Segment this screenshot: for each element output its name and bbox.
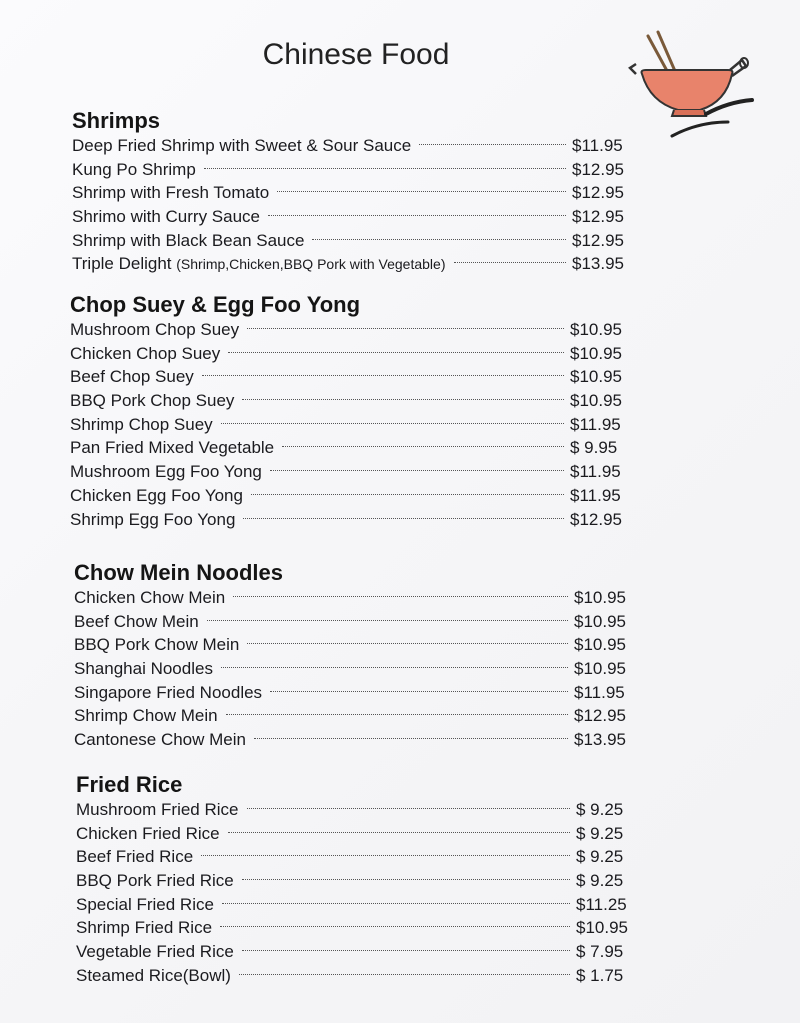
menu-item: Shrimp Fried Rice $10.95 bbox=[76, 918, 628, 938]
menu-item: Shrimp with Black Bean Sauce $12.95 bbox=[72, 230, 624, 250]
menu-item: Steamed Rice(Bowl) $ 1.75 bbox=[76, 965, 624, 985]
section-title: Chop Suey & Egg Foo Yong bbox=[70, 292, 361, 317]
menu-item: BBQ Pork Chop Suey $10.95 bbox=[70, 391, 622, 411]
section-chop-suey bbox=[70, 292, 630, 531]
wok-chopsticks-icon bbox=[628, 30, 758, 142]
menu-item: Chicken Fried Rice $ 9.25 bbox=[76, 823, 624, 843]
menu-item: Special Fried Rice $11.25 bbox=[76, 894, 627, 914]
menu-item: Mushroom Fried Rice $ 9.25 bbox=[76, 800, 624, 819]
menu-item: Beef Chop Suey $10.95 bbox=[70, 367, 622, 387]
menu-item: BBQ Pork Fried Rice $ 9.25 bbox=[76, 871, 624, 891]
menu-item: Beef Fried Rice $ 9.25 bbox=[76, 847, 624, 867]
menu-item: Chicken Chop Suey $10.95 bbox=[70, 343, 622, 363]
menu-item: Deep Fried Shrimp with Sweet & Sour Sauce $11.95 bbox=[72, 136, 623, 155]
menu-item: Beef Chow Mein $10.95 bbox=[74, 611, 626, 631]
section-title: Chow Mein Noodles bbox=[74, 560, 283, 585]
menu-item: Cantonese Chow Mein $13.95 bbox=[74, 730, 626, 750]
section-fried-rice bbox=[76, 772, 636, 988]
menu-item: Mushroom Egg Foo Yong $11.95 bbox=[70, 462, 621, 482]
menu-item: Shrimp Chow Mein $12.95 bbox=[74, 706, 626, 726]
menu-item: Triple Delight (Shrimp,Chicken,BBQ Pork with Vegetable) $13.95 bbox=[72, 254, 624, 274]
menu-item: Vegetable Fried Rice $ 7.95 bbox=[76, 942, 624, 962]
menu-item: Pan Fried Mixed Vegetable $ 9.95 bbox=[70, 438, 618, 458]
menu-item: BBQ Pork Chow Mein $10.95 bbox=[74, 635, 626, 655]
menu-item: Kung Po Shrimp $12.95 bbox=[72, 159, 624, 179]
menu-item: Singapore Fried Noodles $11.95 bbox=[74, 682, 625, 702]
menu-item: Shrimp Chop Suey $11.95 bbox=[70, 414, 621, 434]
menu-item: Shrimp Egg Foo Yong $12.95 bbox=[70, 509, 622, 529]
menu-item: Shrimp with Fresh Tomato $12.95 bbox=[72, 183, 624, 203]
page-title: Chinese Food bbox=[262, 38, 450, 71]
menu-item: Chicken Chow Mein $10.95 bbox=[74, 588, 626, 607]
item-detail: (Shrimp,Chicken,BBQ Pork with Vegetable) bbox=[176, 256, 446, 273]
menu-item: Mushroom Chop Suey $10.95 bbox=[70, 320, 622, 339]
menu-item: Shanghai Noodles $10.95 bbox=[74, 659, 626, 679]
section-title: Fried Rice bbox=[76, 772, 183, 797]
section-title: Shrimps bbox=[72, 108, 161, 133]
section-shrimps bbox=[72, 108, 632, 276]
section-chow-mein bbox=[74, 560, 634, 752]
menu-item: Shrimo with Curry Sauce $12.95 bbox=[72, 207, 624, 227]
menu-item: Chicken Egg Foo Yong $11.95 bbox=[70, 485, 621, 505]
